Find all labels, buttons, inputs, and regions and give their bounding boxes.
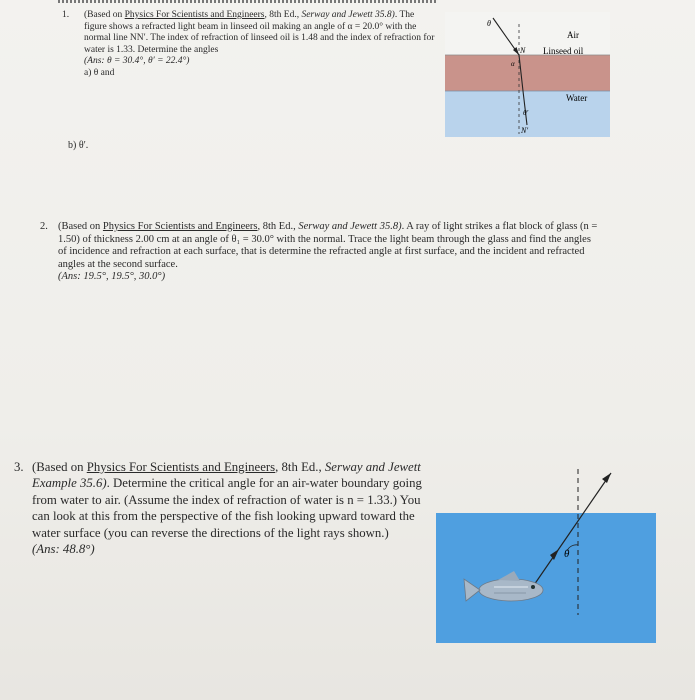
n-prime-label: N′ (521, 126, 529, 135)
question-3-book: Physics For Scientists and Engineers (86, 460, 276, 474)
water-label: Water (566, 93, 588, 103)
question-2-answer: (Ans: 19.5°, 19.5°, 30.0°) (58, 271, 166, 283)
theta-label: θ (487, 19, 491, 28)
question-3-answer: (Ans: 48.8°) (32, 542, 95, 557)
question-2 (40, 221, 600, 284)
question-1-number: 1. (62, 10, 70, 20)
water-region (436, 513, 656, 643)
question-2-authors: Serway and Jewett 35.8) (298, 221, 402, 232)
question-3 (14, 459, 439, 557)
question-1-edition: , 8th Ed., (264, 10, 302, 20)
question-3-text: . Determine the critical angle for an air-water boundary going from water to air. (Assume the index of refraction of water is n = 1.33.) You can look at this from the perspective of the fish looking upward toward the water surface (you can reverse the directions of the light rays shown.) (32, 476, 422, 540)
question-1-text: . The figure shows a refracted light beam in linseed oil making an angle of α = 20.0° with the normal line NN′. The index of refraction of linseed oil is 1.48 and the index of refraction for water is 1.33. Determine the angles (84, 10, 435, 55)
air-region (445, 12, 610, 55)
top-dotted-border (58, 0, 438, 3)
question-2-text: . A ray of light strikes a flat block of glass (n = 1.50) of thickness 2.00 cm at an angle of θ₁ = 30.0° with the normal. Trace the light beam through the glass and find the angles of incidence and refraction at each surface, that is determine the refracted angle at first surface, and the incident and refracted angles at the second surface. (58, 221, 598, 270)
n-label: N (520, 46, 526, 55)
oil-region (445, 55, 610, 91)
linseed-oil-figure (445, 12, 610, 137)
question-1-book: Physics For Scientists and Engineers (124, 10, 265, 20)
question-2-edition: , 8th Ed., (257, 221, 299, 232)
question-2-number: 2. (40, 221, 48, 232)
question-3-edition: , 8th Ed., (275, 460, 325, 474)
fish-critical-angle-figure (436, 465, 661, 645)
question-1 (62, 10, 437, 80)
question-3-authors: Serway and Jewett Example 35.6) (32, 460, 421, 491)
alpha-label: α (511, 60, 515, 68)
question-3-source-prefix: (Based on (32, 460, 87, 474)
question-1-source-prefix: (Based on (84, 10, 125, 20)
question-3-number: 3. (14, 460, 24, 474)
air-label: Air (567, 30, 579, 40)
question-1-part-b: b) θ′. (68, 140, 89, 151)
question-2-source-prefix: (Based on (58, 221, 103, 232)
question-2-book: Physics For Scientists and Engineers (102, 221, 258, 232)
question-1-answer: (Ans: θ = 30.4°, θ′ = 22.4°) (84, 56, 190, 67)
theta-prime-label: θ′ (523, 108, 529, 117)
linseed-oil-label: Linseed oil (543, 46, 584, 56)
question-1-part-a: a) θ and (84, 67, 115, 78)
theta-label: θ (564, 548, 570, 560)
question-1-authors: Serway and Jewett 35.8) (301, 10, 395, 20)
